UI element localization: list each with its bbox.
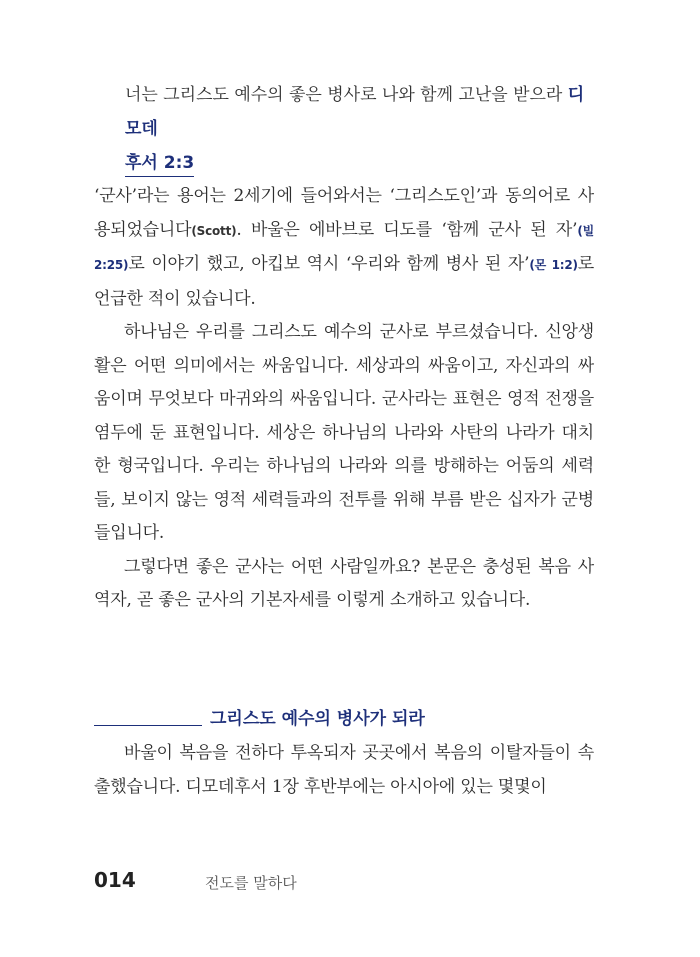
citation-scott: (Scott): [191, 223, 237, 238]
heading-rule: [94, 725, 202, 726]
section-heading: 그리스도 예수의 병사가 되라: [210, 709, 425, 729]
para1-text-a: ‘군사’라는 용어는 2세기에 들어와서는 ‘그리스도인’과 동의어로 사용되었습니다: [94, 186, 594, 240]
scripture-quote: [125, 78, 595, 180]
para1-text-b: . 바울은 에바브로 디도를 ‘함께 군사 된 자’: [236, 219, 578, 240]
page-number: 014: [94, 868, 136, 892]
quote-reference-part1: 디모데: [125, 85, 585, 139]
quote-reference-part2: 후서 2:3: [125, 150, 194, 177]
paragraph-1: [94, 180, 594, 316]
citation-philippians: (빌 2:25): [94, 223, 594, 272]
para1-text-c: 로 이야기 했고, 아킵보 역시 ‘우리와 함께 병사 된 자’: [128, 254, 530, 274]
quote-text: 너는 그리스도 예수의 좋은 병사로 나와 함께 고난을 받으라: [125, 85, 568, 105]
body-section-2: [94, 737, 594, 804]
paragraph-2: 하나님은 우리를 그리스도 예수의 군사로 부르셨습니다. 신앙생활은 어떤 의미에서는 싸움입니다. 세상과의 싸움이고, 자신과의 싸움이며 무엇보다 마귀와의 싸움입니다. 군사라는 표현은 영적 전쟁을 염두에 둔 표현입니다. 세상은 하나님의 나라와 사탄의 나라가 대치한 형국입니다. 우리는 하나님의 나라와 의를 방해하는 어둠의 세력들, 보이지 않는 영적 세력들과의 전투를 위해 부름 받은 십자가 군병들입니다.: [94, 322, 594, 543]
body-section-1: [94, 180, 594, 618]
paragraph-4: 바울이 복음을 전하다 투옥되자 곳곳에서 복음의 이탈자들이 속출했습니다. 디모데후서 1장 후반부에는 아시아에 있는 몇몇이: [94, 743, 594, 797]
citation-philemon: (몬 1:2): [529, 258, 578, 272]
para1-text-d: 로 언급한 적이 있습니다.: [94, 254, 594, 309]
book-title: 전도를 말하다: [205, 874, 297, 892]
paragraph-3: 그렇다면 좋은 군사는 어떤 사람일까요? 본문은 충성된 복음 사역자, 곧 좋은 군사의 기본자세를 이렇게 소개하고 있습니다.: [94, 556, 594, 610]
